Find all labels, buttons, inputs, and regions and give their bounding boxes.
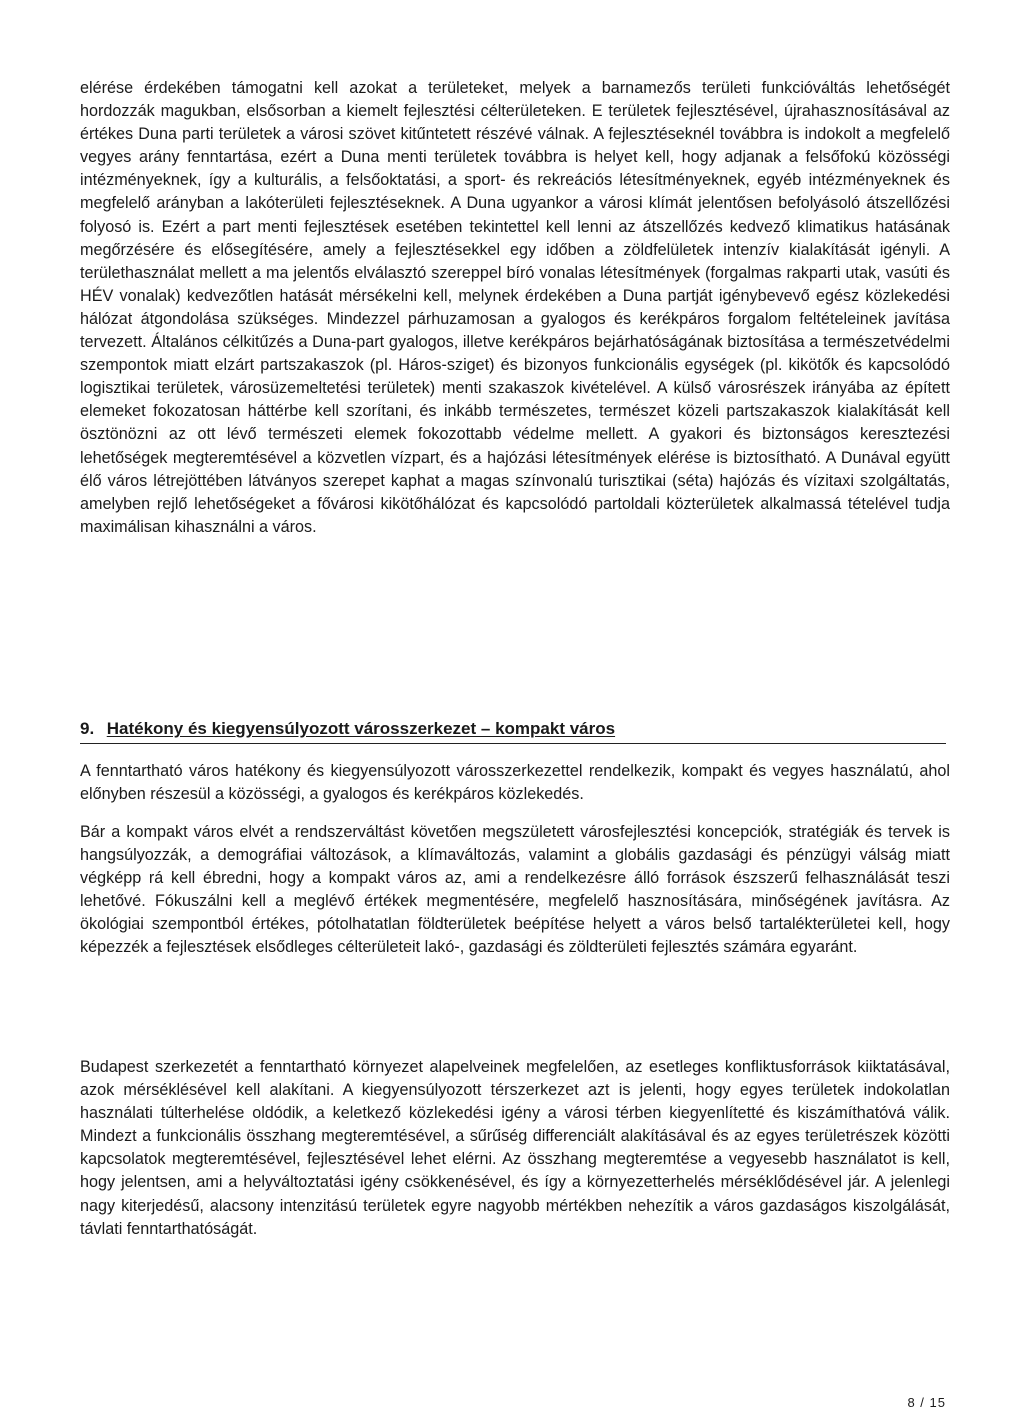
body-paragraph-danube-riverside: elérése érdekében támogatni kell azokat a területeket, melyek a barnamezős területi funkcióváltás lehetőségét hordozzák magukban, elsősorban a kiemelt fejlesztési célterületeken. E területek fejlesztésével, újrahasznosításával az értékes Duna parti területek a városi szövet kitűntetett részévé válnak. A fejlesztéseknél továbbra is indokolt a megfelelő vegyes arány fenntartása, ezért a Duna menti területek továbbra is helyet kell, hogy adjanak a felsőfokú közösségi intézményeknek, így a kulturális, a felsőoktatási, a sport- és rekreációs létesítményeknek, egyéb intézményeknek és megfelelő arányban a lakóterületi fejlesztéseknek. A Duna ugyankor a városi klímát jelentősen befolyásoló átszellőzési folyosó is. Ezért a part menti fejlesztések esetében tekintettel kell lenni az átszellőzés kedvező klimatikus hatásának megőrzésére és elősegítésére, amely a fejlesztésekkel egy időben a zöldfelületek intenzív kialakítását igényli. A területhasználat mellett a ma jelentős elválasztó szereppel bíró vonalas létesítmények (forgalmas rakparti utak, vasúti és HÉV vonalak) kedvezőtlen hatását mérsékelni kell, melynek érdekében a Duna partját igénybevevő egész közlekedési hálózat átgondolása szükséges. Mindezzel párhuzamosan a gyalogos és kerékpáros forgalom feltételeinek javítása tervezett. Általános célkitűzés a Duna-part gyalogos, illetve kerékpáros bejárhatóságának biztosítása a természetvédelmi szempontok miatt elzárt partszakaszok (pl. Háros-sziget) és bizonyos funkcionális egységek (pl. kikötők és kapcsolódó logisztikai területek, városüzemeltetési területek) menti szakaszok kivételével. A külső városrészek irányába az épített elemeket fokozatosan háttérbe kell szorítani, és inkább természetes, természet közeli partszakaszok kialakítását kell ösztönözni az ott lévő természeti elemek fokozottabb védelme mellett. A gyakori és biztonságos keresztezési lehetőségek megteremtésével a közvetlen vízpart, és a hajózási létesítmények elérése is biztosítható. A Dunával együtt élő város létrejöttében látványos szerepet kaphat a magas színvonalú turisztikai (séta) hajózás és vízitaxi szolgáltatás, amelyben rejlő lehetőségeket a fővárosi kikötőhálózat és kapcsolódó partoldali közterületek alkalmassá tételével tudja maximálisan kihasználni a város.: [80, 79, 950, 536]
body-paragraph-section-lead: A fenntartható város hatékony és kiegyensúlyozott városszerkezettel rendelkezik, kompakt és vegyes használatú, ahol előnyben részesül a közösségi, a gyalogos és kerékpáros közlekedés.: [80, 762, 950, 804]
section-number: 9.: [80, 719, 95, 738]
body-paragraph-compact-city: Bár a kompakt város elvét a rendszerváltást követően megszületett városfejlesztési koncepciók, stratégiák és tervek is hangsúlyozzák, a demográfiai változások, a klímaváltozás, valamint a globális gazdasági és pénzügyi válság miatt végképp rá kell ébredni, hogy a kompakt város az, ami a rendelkezésre álló források észszerű felhasználását teszi lehetővé. Fókuszálni kell a meglévő értékek megmentésére, megfelelő hasznosítására, minőségének javításra. Az ökológiai szempontból értékes, pótolhatatlan földterületek beépítése helyett a város belső tartalékterületei kell, hogy képezzék a fejlesztések elsődleges célterületeit lakó-, gazdasági és zöldterületi fejlesztés számára egyaránt.: [80, 823, 950, 957]
body-paragraph-budapest-structure: Budapest szerkezetét a fenntartható környezet alapelveinek megfelelően, az esetleges konfliktusforrások kiiktatásával, azok mérséklésével kell alakítani. A kiegyensúlyozott térszerkezet azt is jelenti, hogy egyes területek indokolatlan használati túlterhelése oldódik, a keletkező közlekedési igény a városi térben kiegyenlítetté és kiszámíthatóvá válik. Mindezt a funkcionális összhang megteremtésével, a sűrűség differenciált alakításával és az egyes területrészek közötti kapcsolatok megteremtésével, fejlesztésével lehet elérni. Az összhang megteremtése a vegyesebb használatot is kell, hogy jelentsen, ami a helyváltoztatási igény csökkenésével, és így a környezetterhelés mérséklődésével jár. A jelenlegi nagy kiterjedésű, alacsony intenzitású területek egyre nagyobb mértékben nehezítik a város gazdaságos kiszolgálását, távlati fenntarthatóságát.: [80, 1058, 950, 1238]
page-number: 8 / 15: [907, 1395, 946, 1410]
section-heading: [80, 716, 946, 744]
section-title: Hatékony és kiegyensúlyozott városszerkezet – kompakt város: [106, 719, 616, 738]
